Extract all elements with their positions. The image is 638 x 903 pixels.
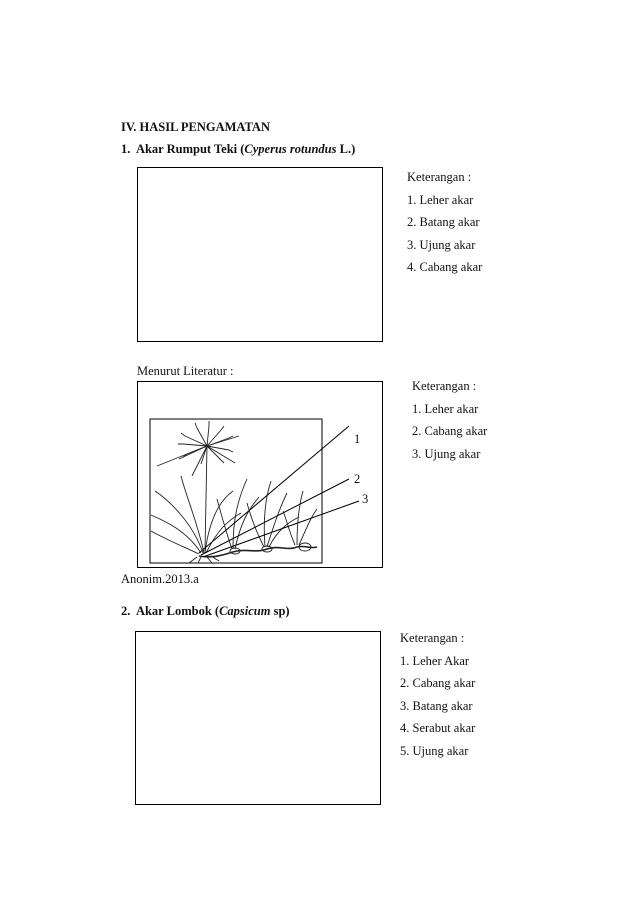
literature-keterangan-title: Keterangan : [412, 379, 477, 393]
item1-title-post: L.) [336, 142, 356, 156]
literature-keterangan [412, 375, 487, 465]
item1-drawing-box[interactable] [137, 167, 383, 342]
item2-heading [121, 604, 290, 619]
item1-number: 1. [121, 142, 131, 156]
item2-keterangan-item: 5. Ujung akar [400, 743, 469, 758]
item1-keterangan-item: 4. Cabang akar [407, 260, 483, 274]
literature-keterangan-item: 3. Ujung akar [412, 446, 481, 461]
item2-keterangan-item: 2. Cabang akar [400, 676, 476, 690]
item2-keterangan-item: 3. Batang akar [400, 698, 473, 713]
item2-number: 2. [121, 604, 131, 618]
item2-drawing-box[interactable] [135, 631, 381, 805]
item1-keterangan [407, 166, 482, 279]
item2-title-post: sp) [270, 604, 290, 618]
item1-keterangan-title: Keterangan : [407, 170, 472, 184]
item1-title-italic: Cyperus rotundus [244, 142, 337, 156]
literature-label: Menurut Literatur : [137, 364, 234, 378]
callout-2: 2 [354, 472, 361, 486]
item2-keterangan [400, 627, 475, 762]
callout-1: 1 [354, 432, 361, 446]
literature-keterangan-item: 1. Leher akar [412, 401, 479, 416]
item2-keterangan-item: 4. Serabut akar [400, 721, 476, 735]
item1-keterangan-item: 3. Ujung akar [407, 237, 476, 252]
item2-keterangan-title: Keterangan : [400, 631, 465, 645]
item2-title-pre: Akar Lombok ( [135, 604, 220, 618]
item1-heading [121, 142, 355, 157]
callout-3: 3 [362, 492, 369, 506]
literature-keterangan-item: 2. Cabang akar [412, 424, 488, 438]
item2-keterangan-item: 1. Leher Akar [400, 653, 470, 668]
item2-title-italic: Capsicum [219, 604, 271, 618]
section-title: IV. HASIL PENGAMATAN [121, 120, 270, 134]
item1-title-pre: Akar Rumput Teki ( [135, 142, 245, 156]
item1-keterangan-item: 2. Batang akar [407, 215, 480, 229]
literature-source: Anonim.2013.a [121, 572, 199, 586]
literature-illustration [137, 381, 383, 568]
item1-keterangan-item: 1. Leher akar [407, 192, 474, 207]
